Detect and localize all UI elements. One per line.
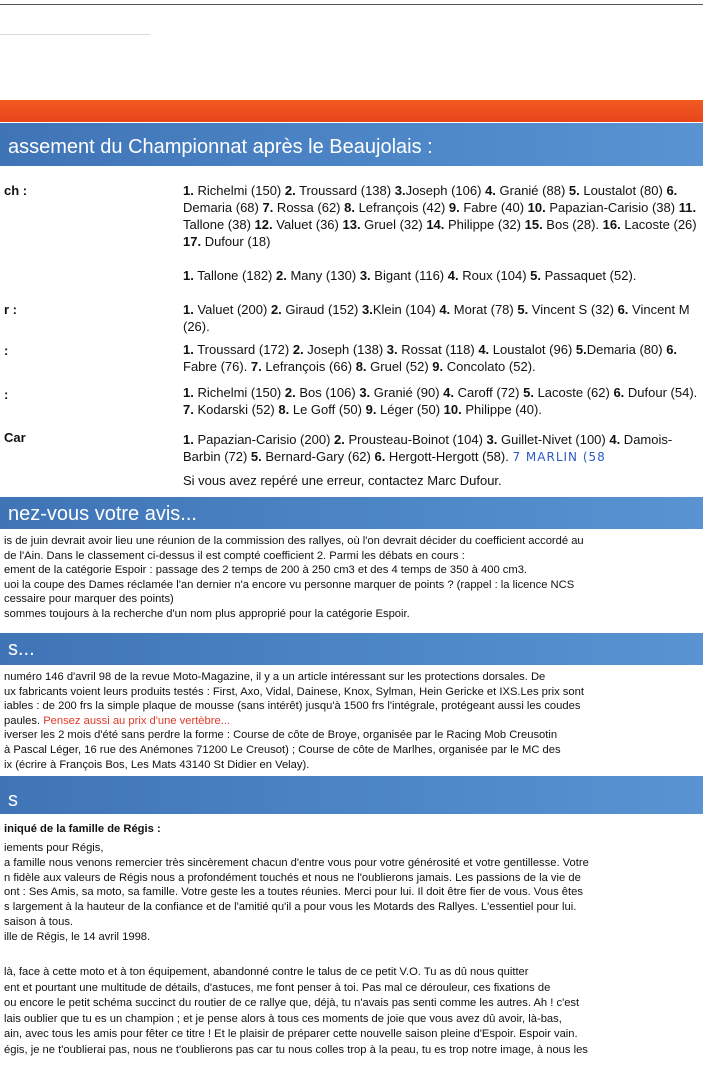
- text-line: ont : Ses Amis, sa moto, sa famille. Votre geste les a toutes réunies. Merci pour lui. Il doit être fier de vous. Vous êtes: [4, 886, 583, 899]
- text-span: paules.: [4, 714, 44, 727]
- rank-number: 15.: [524, 217, 543, 232]
- error-contact-note: Si vous avez repéré une erreur, contactez Marc Dufour.: [183, 473, 502, 488]
- rank-number: 5.: [568, 183, 580, 198]
- rider-result: Philippe (32): [444, 217, 525, 232]
- rider-result: Bigant (116): [370, 268, 448, 283]
- rider-result: Valuet (36): [272, 217, 343, 232]
- rank-number: 7.: [262, 200, 274, 215]
- rank-number: 1.: [183, 302, 194, 317]
- rank-number: 9.: [448, 200, 460, 215]
- rank-number: 17.: [183, 234, 202, 249]
- rank-number: 5.: [575, 342, 587, 357]
- rank-number: 4.: [478, 342, 490, 357]
- rider-result: Troussard (172): [193, 342, 293, 357]
- rank-number: 10.: [443, 402, 462, 417]
- rider-result: Troussard (138): [295, 183, 395, 198]
- rank-number: 1.: [183, 183, 194, 198]
- faint-rule: [0, 34, 150, 35]
- results-block: [183, 301, 698, 335]
- highlight-text: Pensez aussi au prix d'une vertèbre...: [43, 714, 231, 727]
- rank-number: 10.: [527, 200, 546, 215]
- category-label: :: [4, 343, 9, 358]
- rider-result: Valuet (200): [193, 302, 271, 317]
- rank-number: 9.: [432, 359, 444, 374]
- rank-number: 6.: [613, 385, 625, 400]
- rank-number: 3.: [359, 385, 371, 400]
- rider-result: Demaria (68): [183, 200, 263, 215]
- regis-subtitle: [4, 822, 700, 837]
- rank-number: 3.: [359, 268, 371, 283]
- orange-header-band: [0, 100, 703, 122]
- results-block: [183, 384, 698, 418]
- rank-number: 12.: [254, 217, 273, 232]
- text-line: iverser les 2 mois d'été sans perdre la forme : Course de côte de Broye, organisée par le Racing Mob Creusotin: [4, 729, 558, 742]
- rider-result: Philippe (40).: [461, 402, 542, 417]
- rider-result: Prousteau-Boinot (104): [344, 432, 487, 447]
- rank-number: 5.: [530, 268, 541, 283]
- rider-result: Granié (88): [495, 183, 569, 198]
- rank-number: 4.: [447, 268, 459, 283]
- text-line: uoi la coupe des Dames réclamée l'an dernier n'a encore vu personne marquer de points ? (rappel : la licence NCS: [4, 578, 575, 591]
- rider-result: Bos (106): [295, 385, 360, 400]
- rank-number: 2.: [270, 302, 282, 317]
- rank-number: 3.: [386, 342, 398, 357]
- rank-number: 6.: [666, 183, 678, 198]
- rider-result: Klein (104): [372, 302, 440, 317]
- rank-number: 3.: [394, 183, 406, 198]
- category-label: Car: [4, 430, 26, 445]
- rider-result: Many (130): [286, 268, 360, 283]
- rank-number: 1.: [183, 385, 194, 400]
- text-line: ille de Régis, le 14 avril 1998.: [4, 930, 151, 943]
- handwritten-note: 7 MARLIN (58: [512, 450, 606, 464]
- rank-number: 7.: [183, 402, 194, 417]
- rider-result: Gruel (52): [366, 359, 433, 374]
- rider-result: Giraud (152): [281, 302, 362, 317]
- hommage-paragraph: [4, 965, 700, 1058]
- section-title-regis: s: [0, 776, 703, 814]
- rank-number: 2.: [276, 268, 287, 283]
- rank-number: 5.: [517, 302, 529, 317]
- rider-result: Richelmi (150): [193, 183, 285, 198]
- rider-result: Guillet-Nivet (100): [497, 432, 610, 447]
- rank-number: 6.: [666, 342, 678, 357]
- category-label: ch :: [4, 183, 28, 198]
- rank-number: 5.: [523, 385, 534, 400]
- text-line: ix (écrire à François Bos, Les Mats 43140 St Didier en Velay).: [4, 758, 310, 771]
- rider-result: Lacoste (26): [620, 217, 697, 232]
- rider-result: Léger (50): [376, 402, 444, 417]
- text-line: cessaire pour marquer des points): [4, 593, 174, 606]
- rank-number: 3.: [361, 302, 373, 317]
- rider-result: Tallone (182): [193, 268, 276, 283]
- rider-result: Caroff (72): [453, 385, 524, 400]
- rider-result: Granié (90): [370, 385, 444, 400]
- text-line: là, face à cette moto et à ton équipement, abandonné contre le talus de ce petit V.O. Tu as dû nous quitter: [4, 966, 529, 978]
- results-block: [183, 431, 698, 466]
- text-line: sommes toujours à la recherche d'un nom plus approprié pour la catégorie Espoir.: [4, 607, 410, 620]
- rider-result: Roux (104): [458, 268, 531, 283]
- rider-result: Hergott-Hergott (58).: [385, 449, 509, 464]
- text-line: is de juin devrait avoir lieu une réunion de la commission des rallyes, où l'on devrait décider du coefficient accordé au: [4, 535, 584, 547]
- rank-number: 13.: [342, 217, 361, 232]
- rider-result: Morat (78): [450, 302, 518, 317]
- rank-number: 4.: [439, 302, 451, 317]
- text-line: numéro 146 d'avril 98 de la revue Moto-Magazine, il y a un article intéressant sur les protections dorsales. De: [4, 671, 546, 683]
- rank-number: 4.: [443, 385, 454, 400]
- text-line: ain, avec tous les amis pour fêter ce titre ! Et le plaisir de préparer cette nouvelle saison pleine d'Espoir. Espoir vain.: [4, 1028, 578, 1040]
- rider-result: Papazian-Carisio (38): [545, 200, 679, 215]
- rank-number: 1.: [183, 342, 194, 357]
- rank-number: 2.: [284, 183, 296, 198]
- rider-result: Concolato (52).: [443, 359, 536, 374]
- rank-number: 11.: [678, 200, 697, 215]
- rider-result: Dufour (18): [201, 234, 271, 249]
- rank-number: 1.: [183, 268, 194, 283]
- text-line: n fidèle aux valeurs de Régis nous a profondément touchés et nous ne l'oublierons jamais. Les passions de la vie de: [4, 871, 581, 884]
- top-rule: [0, 4, 703, 5]
- rider-result: Bernard-Gary (62): [261, 449, 375, 464]
- text-line: lais oublier que tu es un champion ; et je pense alors à tous ces moments de joie que vous avez dû avoir, là-bas,: [4, 1012, 562, 1025]
- text-line: à Pascal Léger, 16 rue des Anémones 71200 Le Creusot) ; Course de côte de Marlhes, organisée par le MC des: [4, 743, 561, 756]
- rider-result: Demaria (80): [586, 342, 667, 357]
- rank-number: 5.: [250, 449, 262, 464]
- section-title-classement: assement du Championnat après le Beaujolais :: [0, 123, 703, 166]
- rank-number: 9.: [365, 402, 377, 417]
- rider-result: Loustalot (80): [579, 183, 667, 198]
- rider-result: Damois-Barbin (72): [183, 432, 673, 464]
- famille-paragraph: [4, 841, 700, 945]
- results-block: [183, 267, 698, 284]
- text-line: ou encore le petit schéma succinct du routier de ce rallye que, déjà, tu n'avais pas senti comme les autres. Ah ! c'est: [4, 997, 580, 1009]
- rank-number: 6.: [374, 449, 386, 464]
- rider-result: Vincent M (26).: [183, 302, 690, 334]
- rank-number: 8.: [355, 359, 367, 374]
- rank-number: 8.: [344, 200, 355, 215]
- rider-result: Le Goff (50): [289, 402, 366, 417]
- rider-result: Bos (28).: [542, 217, 603, 232]
- category-label: :: [4, 387, 9, 402]
- section-title-protections: s...: [0, 633, 703, 665]
- text-line: saison à tous.: [4, 915, 74, 928]
- rider-result: Lacoste (62): [533, 385, 614, 400]
- rank-number: 2.: [334, 432, 345, 447]
- rank-number: 2.: [284, 385, 296, 400]
- rider-result: Loustalot (96): [489, 342, 576, 357]
- rider-result: Papazian-Carisio (200): [193, 432, 335, 447]
- rider-result: Fabre (40): [459, 200, 528, 215]
- rider-result: Kodarski (52): [193, 402, 279, 417]
- text-line: iables : de 200 frs la simple plaque de mousse (sans intérêt) jusqu'à 1500 frs l'intégrale, protégeant aussi les coudes: [4, 700, 581, 713]
- text-line: s largement à la hauteur de la confiance et de l'amitié qu'il a pour vous les Motards des Rallyes. L'essentiel pour lui.: [4, 901, 577, 914]
- rider-result: Passaquet (52).: [541, 268, 637, 283]
- rider-result: Dufour (54).: [624, 385, 698, 400]
- rider-result: Richelmi (150): [193, 385, 285, 400]
- rank-number: 4.: [485, 183, 496, 198]
- category-label: r :: [4, 302, 17, 317]
- rider-result: Tallone (38): [183, 217, 255, 232]
- rider-result: Joseph (106): [405, 183, 486, 198]
- rank-number: 1.: [183, 432, 194, 447]
- text-line: égis, je ne t'oublierai pas, nous ne t'oublierons pas car tu nous colles trop à la peau, tu es trop notre image, à nous les: [4, 1043, 588, 1056]
- rider-result: Rossa (62): [273, 200, 345, 215]
- rank-number: 3.: [486, 432, 498, 447]
- rank-number: 8.: [278, 402, 290, 417]
- results-block: [183, 341, 698, 375]
- subtitle: iniqué de la famille de Régis :: [4, 823, 161, 835]
- rank-number: 7.: [250, 359, 262, 374]
- text-line: iements pour Régis,: [4, 842, 104, 854]
- results-block: [183, 182, 698, 250]
- text-line: a famille nous venons remercier très sincèrement chacun d'entre vous pour votre générosité et votre gentillesse. Votre: [4, 856, 589, 869]
- rider-result: Fabre (76).: [183, 359, 251, 374]
- rider-result: Rossat (118): [397, 342, 479, 357]
- text-line: ement de la catégorie Espoir : passage des 2 temps de 200 à 250 cm3 et des 4 temps de 350 à 400 cm3.: [4, 564, 528, 577]
- rank-number: 16.: [602, 217, 621, 232]
- rank-number: 2.: [292, 342, 304, 357]
- protections-paragraph: [4, 670, 700, 772]
- rider-result: Joseph (138): [303, 342, 387, 357]
- section-title-avis: nez-vous votre avis...: [0, 497, 703, 529]
- rank-number: 14.: [426, 217, 445, 232]
- rank-number: 4.: [609, 432, 621, 447]
- avis-paragraph: [4, 534, 700, 622]
- rider-result: Lefrançois (42): [354, 200, 449, 215]
- text-line: [4, 714, 700, 729]
- text-line: ent et pourtant une multitude de détails, d'astuces, me font penser à toi. Pas mal ce dérouleur, ces fixations de: [4, 981, 551, 994]
- rider-result: Lefrançois (66): [261, 359, 356, 374]
- rider-result: Vincent S (32): [528, 302, 618, 317]
- text-line: de l'Ain. Dans le classement ci-dessus il est compté coefficient 2. Parmi les débats en cours :: [4, 549, 465, 562]
- text-line: ux fabricants voient leurs produits testés : First, Axo, Vidal, Dainese, Knox, Sylman, Hein Gericke et IXS.Les prix sont: [4, 685, 584, 698]
- rank-number: 6.: [617, 302, 629, 317]
- rider-result: Gruel (32): [360, 217, 427, 232]
